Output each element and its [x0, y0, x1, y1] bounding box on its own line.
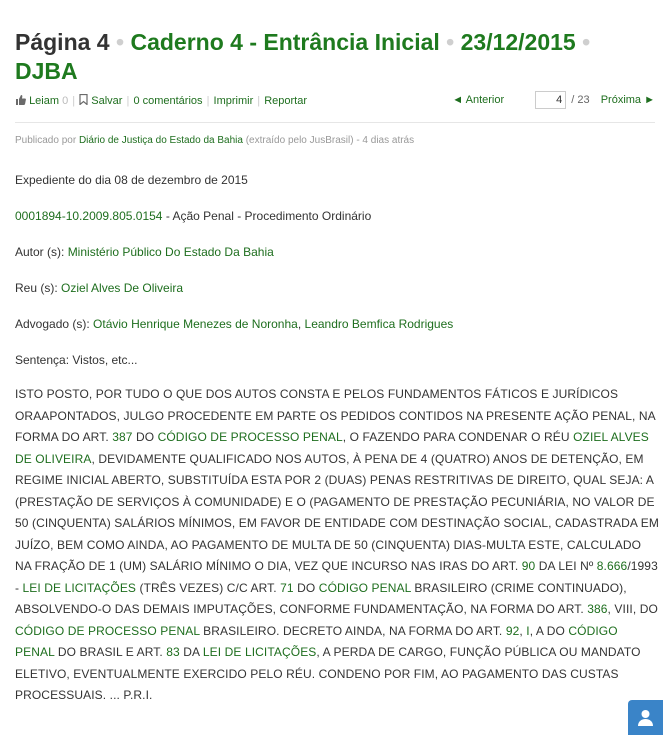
sentence-segment: , A DO: [529, 623, 569, 638]
sentence-segment: DA LEI Nº: [535, 559, 597, 573]
reu-line: [15, 280, 655, 296]
sentence-segment: ISTO POSTO, POR TUDO O QUE DOS AUTOS CONSTA E PELOS FUNDAMENTOS FÁTICOS E JURÍDICOS ORAAPONTADOS, JULGO PROCEDENTE EM PARTE OS PEDIDOS CONTIDOS NA PRESENTE AÇÃO PENAL, NA FORMA DO ART.: [15, 387, 656, 444]
sentence-segment: DO: [293, 580, 319, 595]
publisher-link[interactable]: Diário de Justiça do Estado da Bahia: [78, 135, 243, 146]
title-separator: •: [116, 29, 125, 55]
sentence-segment: , VIII, DO: [607, 602, 658, 616]
leiam-link[interactable]: Leiam: [29, 94, 60, 107]
imprimir-link[interactable]: Imprimir: [213, 94, 254, 107]
autor-link[interactable]: Ministério Público Do Estado Da Bahia: [67, 245, 274, 259]
leiam-count: 0: [62, 95, 69, 107]
legal-reference-link[interactable]: 387: [112, 430, 133, 444]
title-separator: •: [446, 29, 455, 55]
title-separator: •: [582, 29, 591, 55]
sentence-text: [15, 384, 660, 707]
action-links: [15, 94, 307, 108]
process-type: - Ação Penal - Procedimento Ordinário: [162, 209, 372, 223]
process-line: [15, 208, 655, 224]
advogado-link[interactable]: Otávio Henrique Menezes de Noronha: [93, 317, 298, 331]
comentarios-link[interactable]: 0 comentários: [133, 94, 203, 107]
reu-label: Reu (s):: [15, 281, 62, 295]
legal-reference-link[interactable]: CÓDIGO DE PROCESSO PENAL: [157, 430, 343, 444]
divider: |: [72, 95, 76, 107]
advogado-line: [15, 316, 655, 332]
page-label: Página 4: [15, 29, 110, 55]
legal-reference-link[interactable]: 83: [166, 645, 180, 659]
sentenca-line: Sentença: Vistos, etc...: [15, 353, 138, 367]
legal-reference-link[interactable]: CÓDIGO PENAL: [15, 623, 618, 659]
published-by: [15, 135, 414, 146]
published-prefix: Publicado por: [15, 135, 77, 146]
autor-label: Autor (s):: [15, 245, 68, 259]
legal-reference-link[interactable]: 8.666: [596, 559, 628, 573]
pagination: [452, 91, 655, 109]
divider-line: [15, 122, 655, 123]
divider: |: [206, 95, 210, 107]
previous-page-link[interactable]: ◄ Anterior: [452, 93, 505, 106]
sentence-segment: , DEVIDAMENTE QUALIFICADO NOS AUTOS, À PENA DE 4 (QUATRO) ANOS DE DETENÇÃO, EM REGIME INICIAL ABERTO, SUBSTITUÍDA ESTA POR 2 (DUAS) PENAS RESTRITIVAS DE DIREITO, QUAL SEJA: A (PRESTAÇÃO DE SERVIÇOS À COMUNIDADE) E O (PAGAMENTO DE PRESTAÇÃO PECUNIÁRIA, NO VALOR DE 50 (CINQUENTA) SALÁRIOS MÍNIMOS, EM FAVOR DE ENTIDADE COM DESTINAÇÃO SOCIAL, CADASTRADA EM JUÍZO, BEM COMO AINDA, AO PAGAMENTO DE MULTA DE 50 (CINQUENTA) DIAS-MULTA ESTE, CALCULADO NA FRAÇÃO DE 1 (UM) SALÁRIO MÍNIMO O DIA, VEZ QUE INCURSO NAS IRAS DO ART.: [15, 451, 659, 573]
sentence-segment: DO BRASIL E ART.: [54, 645, 167, 659]
sentence-segment: BRASILEIRO. DECRETO AINDA, NA FORMA DO ART.: [199, 623, 506, 638]
legal-reference-link[interactable]: 386: [587, 602, 608, 616]
advogado-link[interactable]: Leandro Bemfica Rodrigues: [304, 317, 454, 331]
divider: |: [126, 95, 130, 107]
sentence-segment: DA: [179, 645, 203, 659]
salvar-link[interactable]: Salvar: [91, 94, 123, 107]
thumbs-up-icon[interactable]: [15, 95, 26, 108]
expediente-line: Expediente do dia 08 de dezembro de 2015: [15, 173, 248, 187]
autor-line: [15, 244, 655, 260]
sentence-segment: , A PERDA DE CARGO, FUNÇÃO PÚBLICA OU MANDATO ELETIVO, EVENTUALMENTE EXERCIDO PELO RÉU. CONDENO POR FIM, AO PAGAMENTO DAS CUSTAS PROCESSUAIS. ... P.R.I.: [15, 645, 641, 702]
profile-button[interactable]: [628, 700, 663, 735]
sentence-segment: (TRÊS VEZES) C/C ART.: [136, 580, 281, 595]
sentence-segment: /1993 -: [15, 559, 658, 595]
sentence-segment: , O FAZENDO PARA CONDENAR O RÉU: [342, 430, 574, 444]
legal-reference-link[interactable]: 92: [505, 623, 520, 638]
published-suffix: (extraído pelo JusBrasil) - 4 dias atrás: [245, 135, 415, 146]
divider: |: [257, 95, 261, 107]
legal-reference-link[interactable]: LEI DE LICITAÇÕES: [22, 580, 137, 595]
reportar-link[interactable]: Reportar: [264, 94, 308, 107]
date-link[interactable]: 23/12/2015: [460, 29, 576, 55]
journal-link[interactable]: DJBA: [15, 58, 78, 84]
legal-reference-link[interactable]: OZIEL ALVES DE OLIVEIRA: [15, 430, 649, 466]
reu-link[interactable]: Oziel Alves De Oliveira: [61, 281, 184, 295]
legal-reference-link[interactable]: 71: [280, 580, 294, 595]
advogado-separator: ,: [297, 317, 305, 331]
action-bar: [15, 94, 655, 110]
sentence-segment: BRASILEIRO (CRIME CONTINUADO), ABSOLVENDO-O DAS DEMAIS IMPUTAÇÕES, CONFORME FUNDAMENTAÇÃO, NA FORMA DO ART.: [15, 580, 627, 616]
person-icon: [628, 722, 663, 739]
legal-reference-link[interactable]: I: [526, 623, 530, 638]
legal-reference-link[interactable]: LEI DE LICITAÇÕES: [202, 645, 317, 659]
page-number-input[interactable]: 4: [535, 91, 566, 109]
sentence-segment: ,: [519, 623, 527, 638]
page-title: [15, 28, 655, 86]
next-page-link[interactable]: Próxima ►: [600, 93, 655, 106]
legal-reference-link[interactable]: CÓDIGO DE PROCESSO PENAL: [15, 623, 200, 638]
legal-reference-link[interactable]: 90: [521, 559, 536, 573]
bookmark-icon[interactable]: [79, 94, 88, 108]
legal-reference-link[interactable]: CÓDIGO PENAL: [318, 580, 411, 595]
caderno-link[interactable]: Caderno 4 - Entrância Inicial: [130, 29, 440, 55]
page-total: / 23: [571, 94, 590, 106]
advogado-label: Advogado (s):: [15, 317, 94, 331]
sentence-segment: DO: [132, 430, 158, 444]
process-number-link[interactable]: 0001894-10.2009.805.0154: [15, 209, 163, 223]
